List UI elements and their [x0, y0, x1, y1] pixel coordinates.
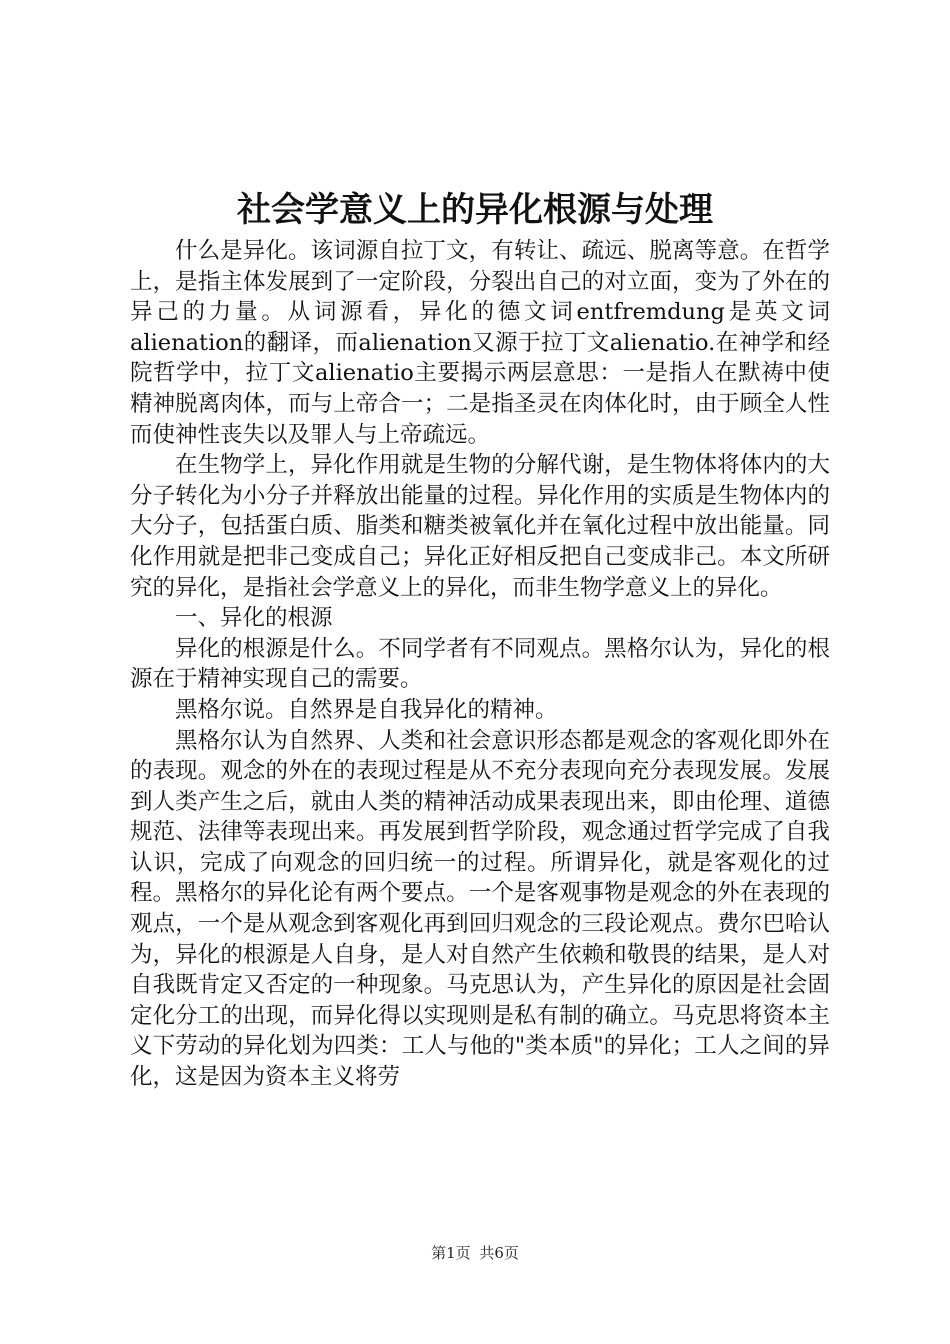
- paragraph: 异化的根源是什么。不同学者有不同观点。黑格尔认为，异化的根源在于精神实现自己的需要。: [130, 635, 830, 693]
- page-total: 共6页: [479, 1244, 519, 1262]
- paragraph: 什么是异化。该词源自拉丁文，有转让、疏远、脱离等意。在哲学上，是指主体发展到了一定阶段，分裂出自己的对立面，变为了外在的异己的力量。从词源看，异化的德文词entfremdung是英文词alienation的翻译，而alienation又源于拉丁文alienatio.在神学和经院哲学中，拉丁文alienatio主要揭示两层意思：一是指人在默祷中使精神脱离肉体，而与上帝合一；二是指圣灵在肉体化时，由于顾全人性而使神性丧失以及罪人与上帝疏远。: [130, 238, 830, 448]
- paragraph: 黑格尔认为自然界、人类和社会意识形态都是观念的客观化即外在的表现。观念的外在的表现过程是从不充分表现向充分表现发展。发展到人类产生之后，就由人类的精神活动成果表现出来，即由伦理、道德规范、法律等表现出来。再发展到哲学阶段，观念通过哲学完成了自我认识，完成了向观念的回归统一的过程。所谓异化，就是客观化的过程。黑格尔的异化论有两个要点。一个是客观事物是观念的外在表现的观点，一个是从观念到客观化再到回归观念的三段论观点。费尔巴哈认为，异化的根源是人自身，是人对自然产生依赖和敬畏的结果，是人对自我既肯定又否定的一种现象。马克思认为，产生异化的原因是社会固定化分工的出现，而异化得以实现则是私有制的确立。马克思将资本主义下劳动的异化划为四类：工人与他的"类本质"的异化；工人之间的异化，这是因为资本主义将劳: [130, 727, 830, 1091]
- page-footer: [0, 1243, 950, 1263]
- section-heading: 一、异化的根源: [175, 605, 333, 632]
- page-number: 第1页: [431, 1244, 471, 1262]
- document-title: 社会学意义上的异化根源与处理: [237, 190, 713, 230]
- document-body: [130, 236, 830, 1093]
- paragraph: 在生物学上，异化作用就是生物的分解代谢，是生物体将体内的大分子转化为小分子并释放出能量的过程。异化作用的实质是生物体内的大分子，包括蛋白质、脂类和糖类被氧化并在氧化过程中放出能量。同化作用就是把非己变成自己；异化正好相反把自己变成非己。本文所研究的异化，是指社会学意义上的异化，而非生物学意义上的异化。: [130, 452, 830, 601]
- paragraph: 黑格尔说。自然界是自我异化的精神。: [175, 696, 558, 723]
